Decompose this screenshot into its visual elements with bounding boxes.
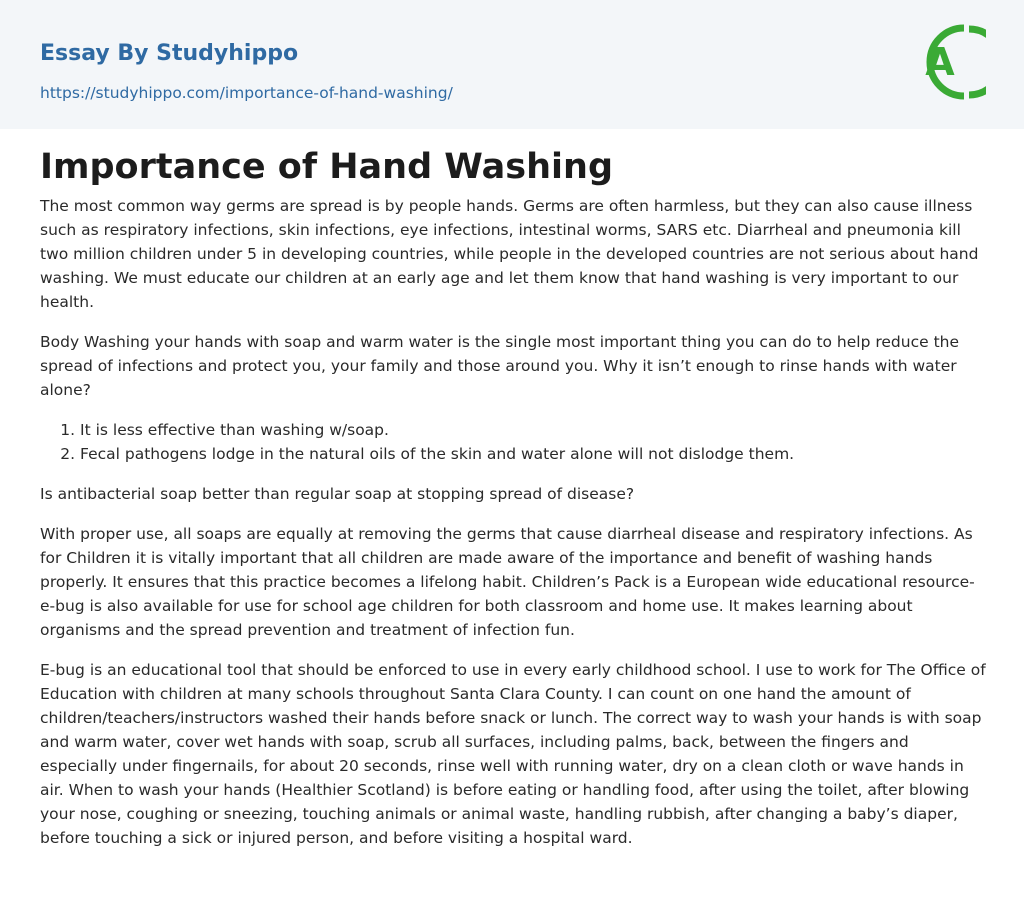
page-title: Importance of Hand Washing [40, 147, 614, 187]
paragraph: E-bug is an educational tool that should be enforced to use in every early childhood school. I use to work for The Office of Education with children at many schools throughout Santa Clara County. I can count on one hand the amount of children/teachers/instructors washed their hands before snack or lunch. The correct way to wash your hands is with soap and warm water, cover wet hands with soap, scrub all surfaces, including palms, back, between the fingers and especially under fingernails, for about 20 seconds, rinse well with running water, dry on a clean cloth or wave hands in air. When to wash your hands (Healthier Scotland) is before eating or handling food, after using the toilet, after blowing your nose, coughing or sneezing, touching animals or animal waste, handling rubbish, after changing a baby’s diaper, before touching a sick or injured person, and before visiting a hospital ward. [40, 661, 986, 847]
source-url-link[interactable]: https://studyhippo.com/importance-of-hand-washing/ [40, 84, 453, 102]
brand-title[interactable]: Essay By Studyhippo [40, 41, 299, 66]
paragraph: Is antibacterial soap better than regular soap at stopping spread of disease? [40, 485, 635, 503]
logo-letter: A [925, 40, 955, 84]
studyhippo-logo-icon[interactable] [912, 19, 986, 105]
list-item: 1. It is less effective than washing w/soap. [80, 418, 986, 442]
paragraph: Body Washing your hands with soap and warm water is the single most important thing you can do to help reduce the spread of infections and protect you, your family and those around you. Why it isn’t enough to rinse hands with water alone? [40, 333, 960, 399]
numbered-list [40, 418, 986, 466]
essay-body [40, 194, 986, 866]
paragraph: With proper use, all soaps are equally at removing the germs that cause diarrheal disease and respiratory infections. As for Children it is vitally important that all children are made aware of the importance and benefit of washing hands properly. It ensures that this practice becomes a lifelong habit. Children’s Pack is a European wide educational resource-e-bug is also available for use for school age children for both classroom and home use. It makes learning about organisms and the spread prevention and treatment of infection fun. [40, 525, 975, 639]
list-item: 2. Fecal pathogens lodge in the natural oils of the skin and water alone will not dislodge them. [80, 442, 986, 466]
paragraph: The most common way germs are spread is by people hands. Germs are often harmless, but they can also cause illness such as respiratory infections, skin infections, eye infections, intestinal worms, SARS etc. Diarrheal and pneumonia kill two million children under 5 in developing countries, while people in the developed countries are not serious about hand washing. We must educate our children at an early age and let them know that hand washing is very important to our health. [40, 197, 979, 311]
